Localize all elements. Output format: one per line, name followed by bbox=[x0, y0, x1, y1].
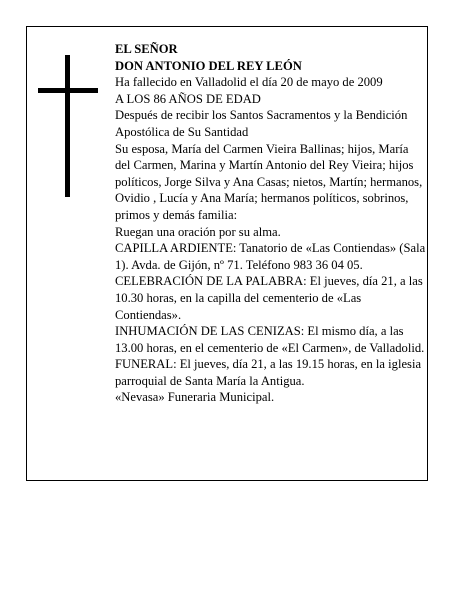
obituary-text bbox=[115, 41, 427, 406]
family-paragraph: Su esposa, María del Carmen Vieira Ballinas; hijos, María del Carmen, Marina y Martín Antonio del Rey Vieira; hijos políticos, Jorge Silva y Ana Casas; nietos, Martín; hermanos, Ovidio , Lucía y Ana María; hermanos políticos, sobrinos, primos y demás familia: bbox=[115, 141, 423, 222]
chapel-paragraph: CAPILLA ARDIENTE: Tanatorio de «Las Contiendas» (Sala 1). Avda. de Gijón, nº 71. Teléfono 983 36 04 05. bbox=[115, 241, 426, 272]
funeral-home-line: «Nevasa» Funeraria Municipal. bbox=[115, 390, 275, 405]
prayer-line: Ruegan una oración por su alma. bbox=[115, 224, 281, 239]
deceased-name: DON ANTONIO DEL REY LEÓN bbox=[115, 58, 302, 73]
cross-vertical-bar bbox=[65, 55, 70, 197]
funeral-paragraph: FUNERAL: El jueves, día 21, a las 19.15 horas, en la iglesia parroquial de Santa María la Antigua. bbox=[115, 357, 422, 388]
death-line: Ha fallecido en Valladolid el día 20 de mayo de 2009 bbox=[115, 75, 383, 90]
age-line: A LOS 86 AÑOS DE EDAD bbox=[115, 91, 261, 106]
cross-horizontal-bar bbox=[38, 88, 98, 93]
celebration-paragraph: CELEBRACIÓN DE LA PALABRA: El jueves, día 21, a las 10.30 horas, en la capilla del cementerio de «Las Contiendas». bbox=[115, 274, 423, 322]
sacraments-paragraph: Después de recibir los Santos Sacramentos y la Bendición Apostólica de Su Santidad bbox=[115, 108, 408, 139]
obituary-card bbox=[26, 26, 428, 481]
inhumation-paragraph: INHUMACIÓN DE LAS CENIZAS: El mismo día, a las 13.00 horas, en el cementerio de «El Carmen», de Valladolid. bbox=[115, 324, 425, 355]
cross-icon bbox=[38, 55, 98, 197]
title-line: EL SEÑOR bbox=[115, 42, 178, 56]
